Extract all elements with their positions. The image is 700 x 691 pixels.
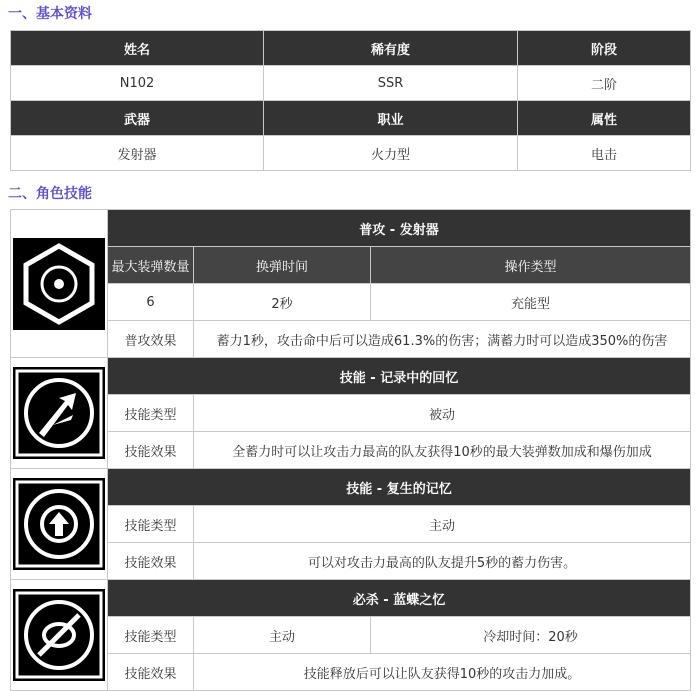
skill1-type-row [11,395,691,432]
skill1-type: 被动 [194,395,691,432]
normal-attack-title-row [11,210,691,247]
basic-info-table [10,30,691,171]
value-class: 火力型 [264,136,518,171]
header-weapon: 武器 [11,101,264,136]
skill2-type: 主动 [194,506,691,543]
normal-attack-subheader-row [11,247,691,284]
value-rarity: SSR [264,66,518,101]
slash-circle-icon [13,589,105,681]
skill1-icon-cell [11,358,108,469]
skill2-icon-cell [11,469,108,580]
skill2-type-row [11,506,691,543]
subheader-operation-type: 操作类型 [371,247,691,284]
header-class: 职业 [264,101,518,136]
burst-effect: 技能释放后可以让队友获得10秒的攻击力加成。 [194,654,691,691]
burst-effect-row [11,654,691,691]
skills-table [10,209,691,691]
burst-type: 主动 [194,617,371,654]
value-max-ammo: 6 [108,284,194,321]
arrow-burst-icon [13,367,105,459]
burst-cooldown: 冷却时间：20秒 [371,617,691,654]
normal-attack-title: 普攻 - 发射器 [108,210,691,247]
basic-value-row-1 [11,66,691,101]
skill2-effect-label: 技能效果 [108,543,194,580]
skill1-effect-row [11,432,691,469]
skill1-title-row [11,358,691,395]
value-reload-time: 2秒 [194,284,371,321]
burst-title: 必杀 - 蓝蝶之忆 [108,580,691,617]
normal-attack-icon-cell [11,210,108,358]
basic-header-row-1 [11,31,691,66]
normal-attack-values-row [11,284,691,321]
section-title-skills: 二、角色技能 [8,186,92,202]
up-arrow-circle-icon [13,478,105,570]
value-weapon: 发射器 [11,136,264,171]
normal-attack-effect-row [11,321,691,358]
skill2-effect: 可以对攻击力最高的队友提升5秒的蓄力伤害。 [194,543,691,580]
skill1-effect: 全蓄力时可以让攻击力最高的队友获得10秒的最大装弹数加成和爆伤加成 [194,432,691,469]
normal-attack-effect: 蓄力1秒，攻击命中后可以造成61.3%的伤害；满蓄力时可以造成350%的伤害 [194,321,691,358]
burst-icon-cell [11,580,108,691]
basic-value-row-2 [11,136,691,171]
skill2-type-label: 技能类型 [108,506,194,543]
subheader-reload-time: 换弹时间 [194,247,371,284]
burst-title-row [11,580,691,617]
skill2-effect-row [11,543,691,580]
skill1-effect-label: 技能效果 [108,432,194,469]
normal-attack-effect-label: 普攻效果 [108,321,194,358]
header-rarity: 稀有度 [264,31,518,66]
header-name: 姓名 [11,31,264,66]
header-stage: 阶段 [518,31,691,66]
value-stage: 二阶 [518,66,691,101]
hexagon-target-icon [13,238,105,330]
section-title-basic: 一、基本资料 [8,6,92,22]
burst-type-row [11,617,691,654]
burst-type-label: 技能类型 [108,617,194,654]
value-element: 电击 [518,136,691,171]
basic-header-row-2 [11,101,691,136]
skill1-title: 技能 - 记录中的回忆 [108,358,691,395]
skill2-title-row [11,469,691,506]
value-name: N102 [11,66,264,101]
header-element: 属性 [518,101,691,136]
subheader-max-ammo: 最大装弹数量 [108,247,194,284]
value-operation-type: 充能型 [371,284,691,321]
skill2-title: 技能 - 复生的记忆 [108,469,691,506]
skill1-type-label: 技能类型 [108,395,194,432]
burst-effect-label: 技能效果 [108,654,194,691]
